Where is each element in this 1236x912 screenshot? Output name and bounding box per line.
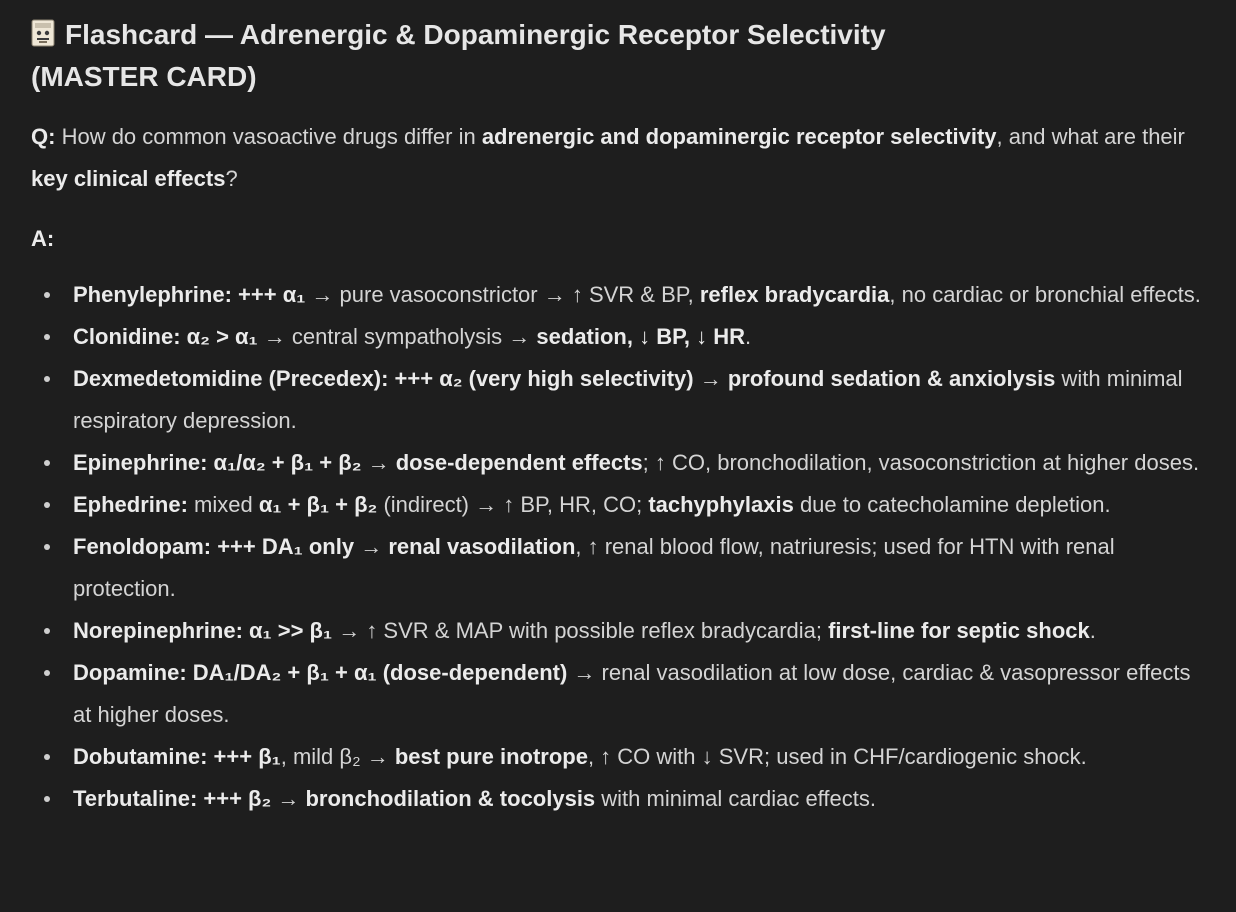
item-emphasis: reflex bradycardia [699, 282, 890, 307]
item-emphasis: Ephedrine: [73, 492, 188, 517]
item-text: → central sympatholysis → [257, 324, 537, 349]
question-text-1: How do common vasoactive drugs differ in [55, 124, 482, 149]
page-title [31, 14, 1211, 98]
list-item [31, 484, 1211, 526]
bullet-icon [44, 544, 50, 550]
list-item [31, 778, 1211, 820]
bullet-icon [44, 460, 50, 466]
item-emphasis: best pure inotrope [394, 744, 588, 769]
item-text: with minimal cardiac effects. [595, 786, 876, 811]
item-emphasis: Norepinephrine: α₁ >> β₁ [73, 618, 333, 643]
item-emphasis: Clonidine: α₂ > α₁ [73, 324, 258, 349]
item-text: , no cardiac or bronchial effects. [889, 282, 1201, 307]
item-text: mixed [187, 492, 259, 517]
item-emphasis: Epinephrine: α₁/α₂ + β₁ + β₂ [73, 450, 362, 475]
item-emphasis: renal vasodilation [388, 534, 576, 559]
item-text: → [361, 450, 396, 475]
bullet-icon [44, 376, 50, 382]
item-emphasis: Dopamine: DA₁/DA₂ + β₁ + α₁ (dose-dependent) [73, 660, 568, 685]
list-item [31, 274, 1211, 316]
list-item [31, 610, 1211, 652]
item-emphasis: Phenylephrine: +++ α₁ [73, 282, 306, 307]
item-text: due to catecholamine depletion. [793, 492, 1111, 517]
item-emphasis: profound sedation & anxiolysis [727, 366, 1056, 391]
item-emphasis: bronchodilation & tocolysis [305, 786, 596, 811]
bullet-icon [44, 670, 50, 676]
bullet-icon [44, 754, 50, 760]
item-emphasis: dose-dependent effects [395, 450, 643, 475]
list-item [31, 736, 1211, 778]
answer-list [31, 274, 1211, 820]
item-text: → renal vasodilation at low dose, cardiac & vasopressor effects at higher doses. [73, 660, 1191, 727]
item-text: → ↑ SVR & MAP with possible reflex bradycardia; [332, 618, 829, 643]
flashcard-icon [31, 17, 55, 45]
list-item [31, 358, 1211, 442]
title-line-1: Flashcard — Adrenergic & Dopaminergic Receptor Selectivity [65, 19, 886, 50]
item-emphasis: α₁ + β₁ + β₂ [258, 492, 378, 517]
flashcard [31, 14, 1211, 820]
item-emphasis: Dexmedetomidine (Precedex): +++ α₂ (very high selectivity) [73, 366, 694, 391]
list-item [31, 526, 1211, 610]
item-text: (indirect) → ↑ BP, HR, CO; [377, 492, 649, 517]
item-text: → [693, 366, 728, 391]
item-text: . [745, 324, 752, 349]
item-emphasis: Fenoldopam: +++ DA₁ only [73, 534, 355, 559]
question-text-3: ? [225, 166, 238, 191]
question-emphasis-1: adrenergic and dopaminergic receptor selectivity [481, 124, 997, 149]
item-text: → [354, 534, 389, 559]
bullet-icon [44, 292, 50, 298]
item-text: , ↑ renal blood flow, natriuresis; used for HTN with renal protection. [73, 534, 1115, 601]
item-emphasis: tachyphylaxis [648, 492, 794, 517]
answer-label: A: [31, 226, 55, 251]
item-text: , mild β₂ → [280, 744, 395, 769]
list-item [31, 442, 1211, 484]
list-item [31, 652, 1211, 736]
item-text: → pure vasoconstrictor → ↑ SVR & BP, [305, 282, 700, 307]
question-label: Q: [31, 124, 56, 149]
item-text: ; ↑ CO, bronchodilation, vasoconstriction at higher doses. [642, 450, 1200, 475]
bullet-icon [44, 334, 50, 340]
bullet-icon [44, 502, 50, 508]
item-text: , ↑ CO with ↓ SVR; used in CHF/cardiogenic shock. [587, 744, 1087, 769]
item-emphasis: Dobutamine: +++ β₁ [73, 744, 281, 769]
title-line-2: (MASTER CARD) [31, 61, 257, 92]
item-emphasis: sedation, ↓ BP, ↓ HR [536, 324, 746, 349]
question-emphasis-2: key clinical effects [31, 166, 226, 191]
item-text: with minimal respiratory depression. [73, 366, 1183, 433]
list-item [31, 316, 1211, 358]
bullet-icon [44, 628, 50, 634]
item-emphasis: first-line for septic shock [828, 618, 1090, 643]
item-text: → [271, 786, 306, 811]
item-emphasis: Terbutaline: +++ β₂ [73, 786, 272, 811]
question-text-2: , and what are their [996, 124, 1185, 149]
item-text: . [1089, 618, 1096, 643]
bullet-icon [44, 796, 50, 802]
question [31, 116, 1211, 200]
